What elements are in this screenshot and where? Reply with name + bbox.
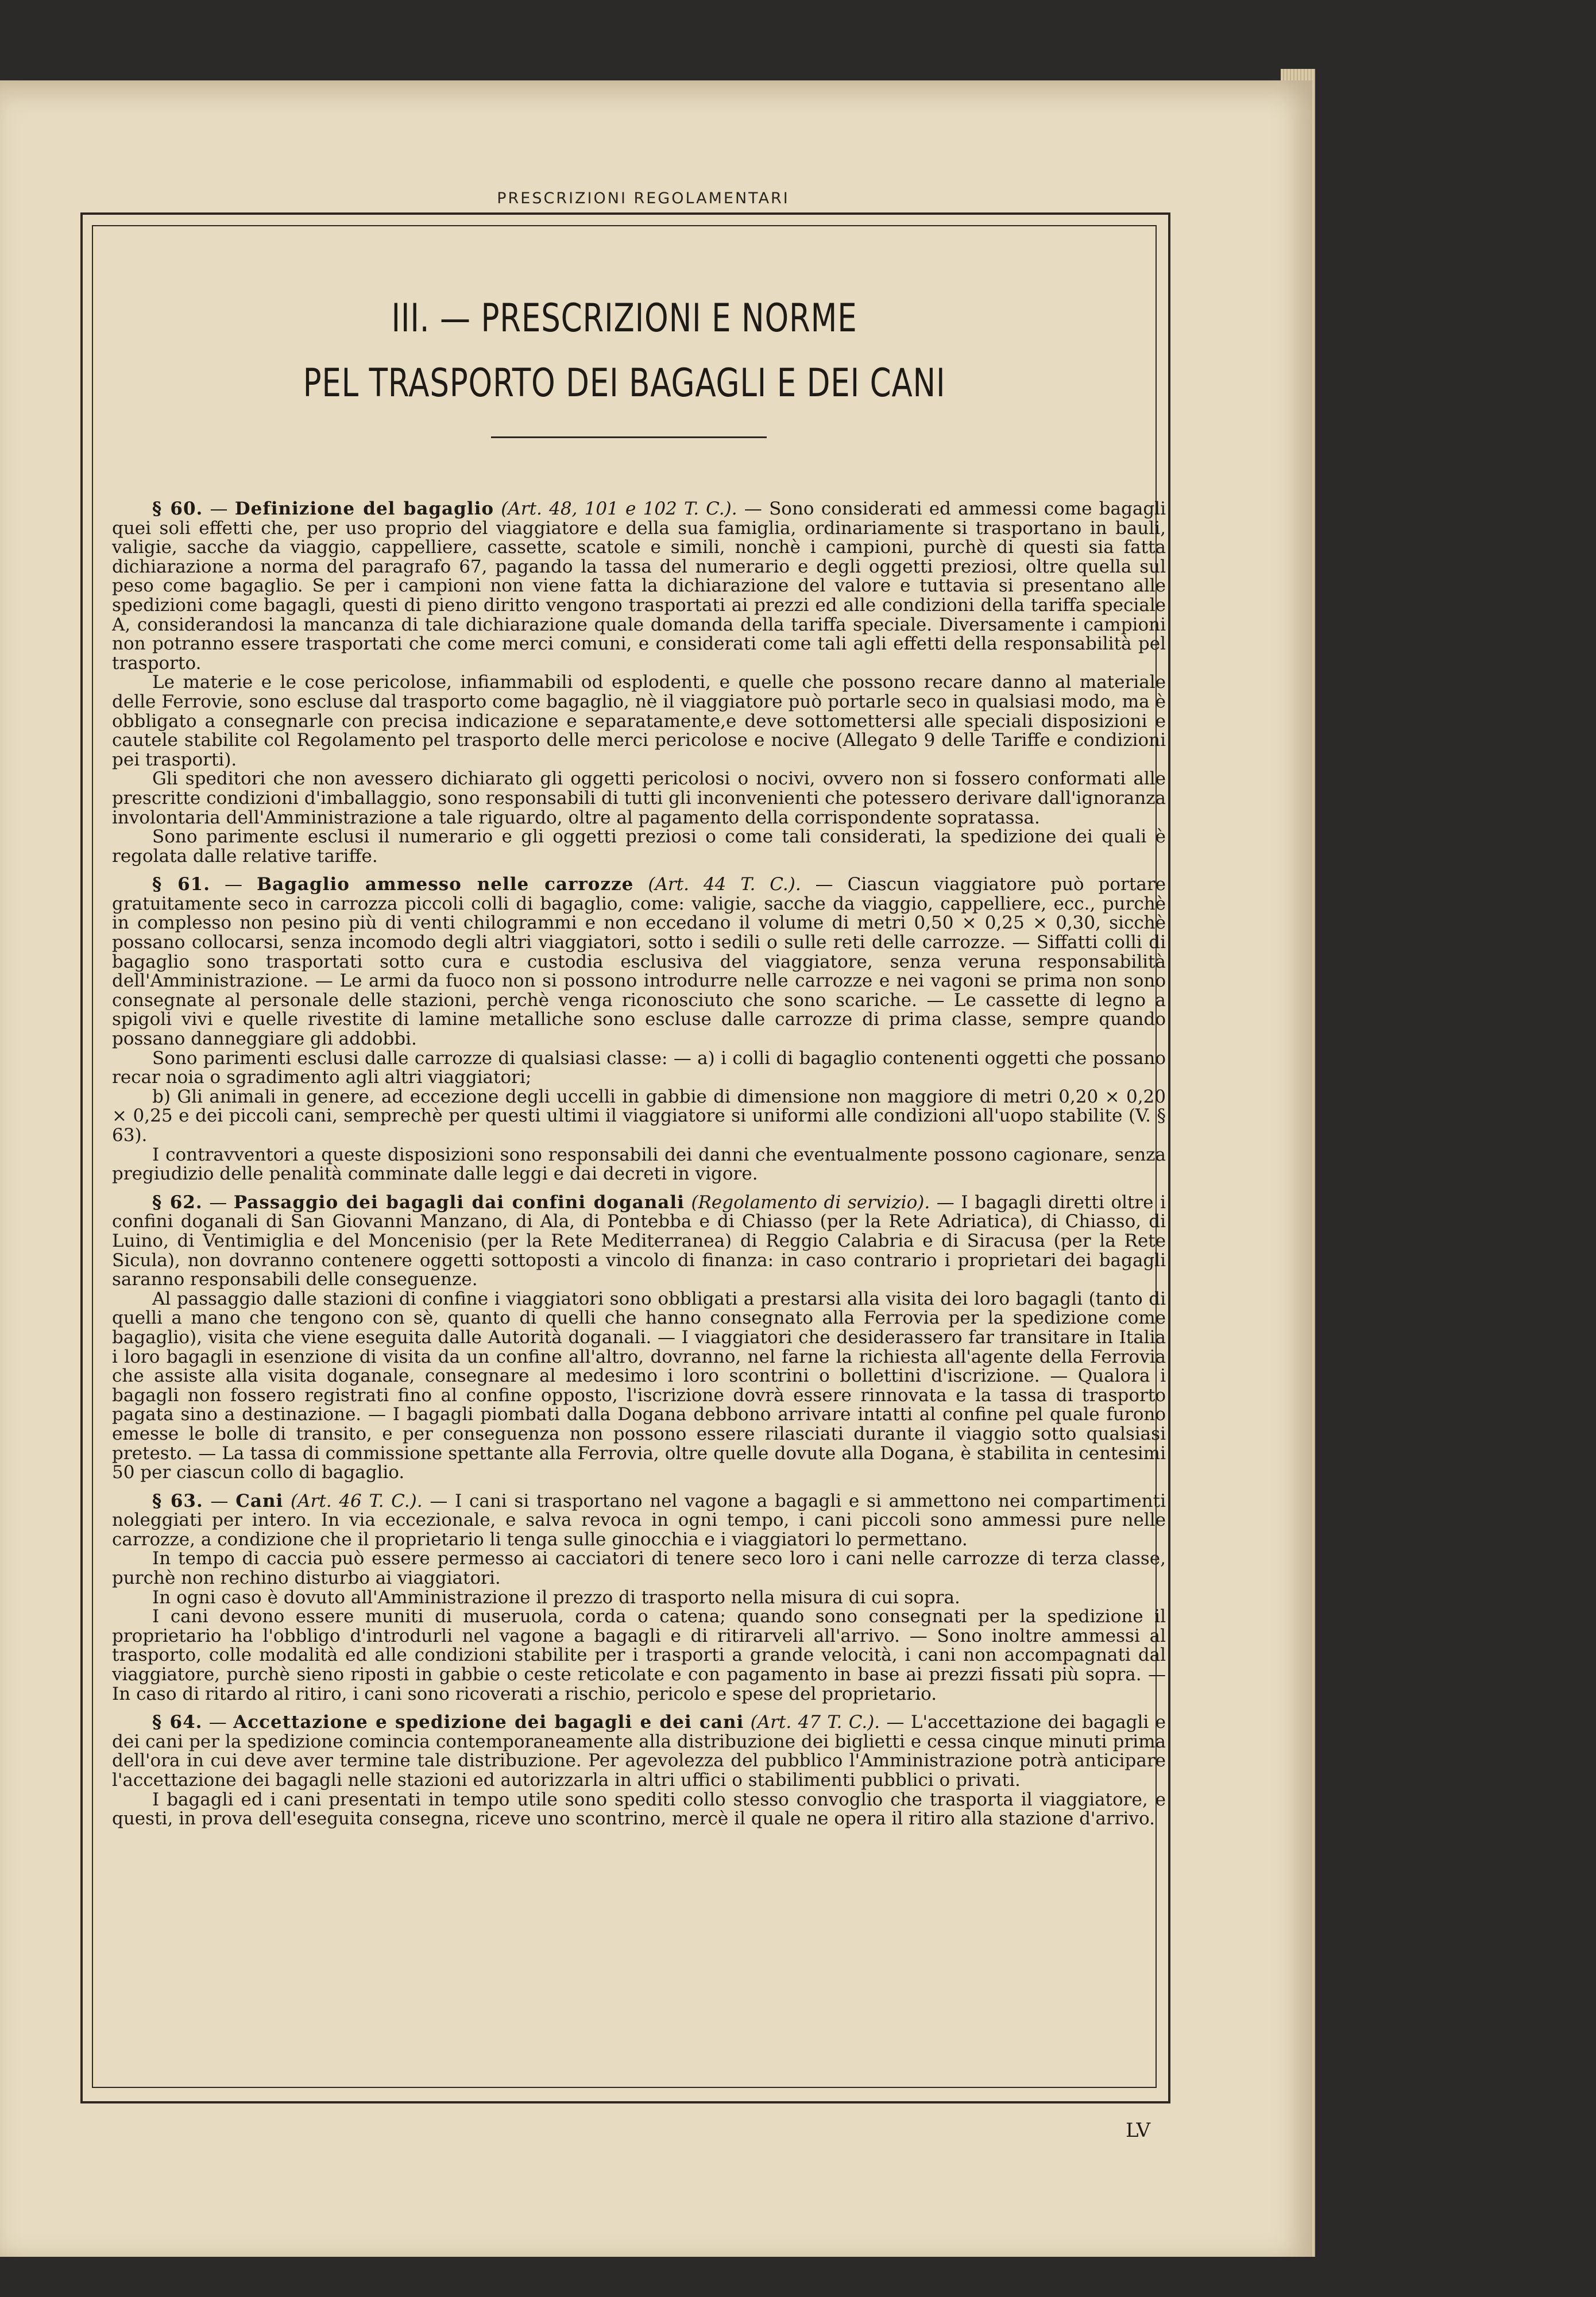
section-number: § 62.: [152, 1192, 203, 1213]
section-reference: (Art. 44 T. C.).: [648, 874, 801, 895]
paragraph: Al passaggio dalle stazioni di confine i viaggiatori sono obbligati a prestarsi alla visita dei loro bagagli (tanto di quelli a mano che tengono con sè, quanto di quelli che hanno consegnato alla Ferrovia per la spedizione come bagaglio), visita che viene eseguita dalle Autorità doganali. — I viaggiatori che desiderassero far transitare in Italia i loro bagagli in esenzione di visita da un confine all'altro, dovranno, nel farne la richiesta all'agente della Ferrovia che assiste alla visita doganale, consegnare al medesimo i loro scontrini o bollettini d'iscrizione. — Qualora i bagagli non fossero registrati fino al confine opposto, l'iscrizione dovrà essere rinnovata e la tassa di trasporto pagata sino a destinazione. — I bagagli piombati dalla Dogana debbono arrivare intatti al confine pel quale furono emesse le bolle di transito, e per conseguenza non possono essere rilasciati durante il viaggio sotto qualsiasi pretesto. — La tassa di commissione spettante alla Ferrovia, oltre quelle dovute alla Dogana, è stabilita in centesimi 50 per ciascun collo di bagaglio.: [112, 1288, 1166, 1483]
paragraph: Sono parimenti esclusi dalle carrozze di qualsiasi classe: — a) i colli di bagaglio contenenti oggetti che possano recar noia o sgradimento agli altri viaggiatori;: [112, 1047, 1166, 1088]
section-61: § 61. — Bagaglio ammesso nelle carrozze (Art. 44 T. C.). — Ciascun viaggiatore può portare gratuitamente seco in carrozza piccoli colli di bagaglio, come: valigie, sacche da viaggio, cappelliere, ecc., purchè in complesso non pesino più di venti chilogrammi e non eccedano il volume di metri 0,50 × 0,25 × 0,30, sicchè possano collocarsi, senza incomodo degli altri viaggiatori, sotto i sedili o sulle reti delle carrozze. — Siffatti colli di bagaglio sono trasportati sotto cura e custodia esclusiva del viaggiatore, senza veruna responsabilità dell'Amministrazione. — Le armi da fuoco non si possono introdurre nelle carrozze e nei vagoni se prima non sono consegnate al personale delle stazioni, perchè venga riconosciuto che sono scariche. — Le cassette di legno a spigoli vivi e quelle rivestite di lamine metalliche sono escluse dalle carrozze di prima classe, sempre quando possano danneggiare gli addobbi.: [112, 874, 1166, 1050]
paragraph: Le materie e le cose pericolose, infiammabili od esplodenti, e quelle che possono recare danno al materiale delle Ferrovie, sono escluse dal trasporto come bagaglio, nè il viaggiatore può portarle seco in qualsiasi modo, ma è obbligato a consegnarle con precisa indicazione e separatamente,e deve sottomettersi alle speciali disposizioni e cautele stabilite col Regolamento pel trasporto delle merci pericolose e nocive (Allegato 9 delle Tariffe e condizioni pei trasporti).: [112, 672, 1166, 770]
section-number: § 60.: [152, 498, 203, 519]
section-heading: Definizione del bagaglio: [234, 498, 494, 519]
paragraph: Sono considerati ed ammessi come bagagli quei soli effetti che, per uso proprio del viaggiatore e della sua famiglia, ordinariamente si trasportano in bauli, valigie, sacche da viaggio, cappelliere, cassette, scatole e simili, nonchè i campioni, purchè di questi sia fatta dichiarazione a norma del paragrafo 67, pagando la tassa del numerario e degli oggetti preziosi, oltre quella sul peso come bagaglio. Se per i campioni non viene fatta la dichiarazione del valore e tuttavia si presentano alle spedizioni come bagagli, questi di pieno diritto vengono trasportati ai prezzi ed alle condizioni della tariffa speciale A, considerandosi la mancanza di tale dichiarazione quale domanda della tariffa speciale. Diversamente i campioni non potranno essere trasportati che come merci comuni, e considerati come tali agli effetti della responsabilità pel trasporto.: [112, 498, 1166, 674]
paragraph: L'accettazione dei bagagli e dei cani per la spedizione comincia contemporaneamente alla distribuzione dei biglietti e cessa cinque minuti prima dell'ora in cui deve aver termine tale distribuzione. Per agevolezza del pubblico l'Amministrazione potrà anticipare l'accettazione dei bagagli nelle stazioni ed autorizzarla in altri uffici o stabilimenti pubblici o privati.: [112, 1712, 1166, 1791]
section-reference: (Regolamento di servizio).: [691, 1192, 930, 1213]
chapter-title-line-1: III. — PRESCRIZIONI E NORME: [391, 296, 857, 341]
paragraph: Gli speditori che non avessero dichiarato gli oggetti pericolosi o nocivi, ovvero non si fossero conformati alle prescritte condizioni d'imballaggio, sono responsabili di tutti gli inconvenienti che potessero derivare dall'ignoranza involontaria dell'Amministrazione a tale riguardo, oltre al pagamento della corrispondente sopratassa.: [112, 768, 1166, 828]
paragraph: Sono parimente esclusi il numerario e gli oggetti preziosi o come tali considerati, la spedizione dei quali è regolata dalle relative tariffe.: [112, 826, 1166, 867]
section-reference: (Art. 47 T. C.).: [750, 1712, 880, 1733]
chapter-title-line-2: PEL TRASPORTO DEI BAGAGLI E DEI CANI: [303, 361, 946, 406]
paragraph: I cani devono essere muniti di museruola, corda o catena; quando sono consegnati per la spedizione il proprietario ha l'obbligo d'introdurli nel vagone a bagagli e di ritirarveli all'arrivo. — Sono inoltre ammessi al trasporto, colle modalità ed alle condizioni stabilite per i trasporti a grande velocità, i cani non accompagnati dal viaggiatore, purchè sieno riposti in gabbie o ceste reticolate e con pagamento in base ai prezzi fissati più sopra. — In caso di ritardo al ritiro, i cani sono ricoverati a rischio, pericolo e spese del proprietario.: [112, 1606, 1166, 1704]
section-number: § 63.: [152, 1490, 203, 1511]
section-heading: Bagaglio ammesso nelle carrozze: [256, 874, 634, 895]
paragraph: b) Gli animali in genere, ad eccezione degli uccelli in gabbie di dimensione non maggiore di metri 0,20 × 0,20 × 0,25 e dei piccoli cani, semprechè per questi ultimi il viaggiatore si uniformi alle condizioni all'uopo stabilite (V. § 63).: [112, 1086, 1166, 1146]
section-heading: Accettazione e spedizione dei bagagli e dei cani: [233, 1712, 744, 1733]
paragraph: In tempo di caccia può essere permesso ai cacciatori di tenere seco loro i cani nelle carrozze di terza classe, purchè non rechino disturbo ai viaggiatori.: [112, 1548, 1166, 1589]
section-62: § 62. — Passaggio dei bagagli dai confini doganali (Regolamento di servizio). — I bagagli diretti oltre i confini doganali di San Giovanni Manzano, di Ala, di Pontebba e di Chiasso (per la Rete Adriatica), di Chiasso, di Luino, di Ventimiglia e del Moncenisio (per la Rete Mediterranea) di Reggio Calabria e di Siracusa (per la Rete Sicula), non dovranno contenere oggetti sottoposti a vincolo di finanza: in caso contrario i proprietari dei bagagli saranno responsabili delle conseguenze.: [112, 1192, 1166, 1290]
title-divider: [491, 436, 767, 438]
section-number: § 64.: [152, 1712, 203, 1733]
section-reference: (Art. 48, 101 e 102 T. C.).: [501, 498, 737, 519]
paragraph: I cani si trasportano nel vagone a bagagli e si ammettono nei compartimenti noleggiati per intero. In via eccezionale, e salva revoca in ogni tempo, i cani piccoli sono ammessi pure nelle carrozze, a condizione che il proprietario li tenga sulle ginocchia e i viaggiatori lo permettano.: [112, 1490, 1166, 1550]
section-60: § 60. — Definizione del bagaglio (Art. 48, 101 e 102 T. C.). — Sono considerati ed ammessi come bagagli quei soli effetti che, per uso proprio del viaggiatore e della sua famiglia, ordinariamente si trasportano in bauli, valigie, sacche da viaggio, cappelliere, cassette, scatole e simili, nonchè i campioni, purchè di questi sia fatta dichiarazione a norma del paragrafo 67, pagando la tassa del numerario e degli oggetti preziosi, oltre quella sul peso come bagaglio. Se per i campioni non viene fatta la dichiarazione del valore e tuttavia si presentano alle spedizioni come bagagli, questi di pieno diritto vengono trasportati ai prezzi ed alle condizioni della tariffa speciale A, considerandosi la mancanza di tale dichiarazione quale domanda della tariffa speciale. Diversamente i campioni non potranno essere trasportati che come merci comuni, e considerati come tali agli effetti della responsabilità pel trasporto.: [112, 498, 1166, 674]
section-heading: Cani: [235, 1490, 284, 1511]
paragraph: I contravventori a queste disposizioni sono responsabili dei danni che eventualmente possono cagionare, senza pregiudizio delle penalità comminate dalle leggi e dai decreti in vigore.: [112, 1144, 1166, 1185]
page-number: LV: [1126, 2119, 1151, 2142]
section-64: § 64. — Accettazione e spedizione dei bagagli e dei cani (Art. 47 T. C.). — L'accettazione dei bagagli e dei cani per la spedizione comincia contemporaneamente alla distribuzione dei biglietti e cessa cinque minuti prima dell'ora in cui deve aver termine tale distribuzione. Per agevolezza del pubblico l'Amministrazione potrà anticipare l'accettazione dei bagagli nelle stazioni ed autorizzarla in altri uffici o stabilimenti pubblici o privati.: [112, 1712, 1166, 1791]
paragraph: I bagagli ed i cani presentati in tempo utile sono spediti collo stesso convoglio che trasporta il viaggiatore, e questi, in prova dell'eseguita consegna, riceve uno scontrino, mercè il quale ne opera il ritiro alla stazione d'arrivo.: [112, 1789, 1166, 1830]
section-heading: Passaggio dei bagagli dai confini doganali: [233, 1192, 685, 1213]
paragraph: Ciascun viaggiatore può portare gratuitamente seco in carrozza piccoli colli di bagaglio, come: valigie, sacche da viaggio, cappelliere, ecc., purchè in complesso non pesino più di venti chilogrammi e non eccedano il volume di metri 0,50 × 0,25 × 0,30, sicchè possano collocarsi, senza incomodo degli altri viaggiatori, sotto i sedili o sulle reti delle carrozze. — Siffatti colli di bagaglio sono trasportati sotto cura e custodia esclusiva del viaggiatore, senza veruna responsabilità dell'Amministrazione. — Le armi da fuoco non si possono introdurre nelle carrozze e nei vagoni se prima non sono consegnate al personale delle stazioni, perchè venga riconosciuto che sono scariche. — Le cassette di legno a spigoli vivi e quelle rivestite di lamine metalliche sono escluse dalle carrozze di prima classe, sempre quando possano danneggiare gli addobbi.: [112, 874, 1166, 1050]
body-text: [112, 500, 1166, 1829]
paragraph: I bagagli diretti oltre i confini doganali di San Giovanni Manzano, di Ala, di Pontebba e di Chiasso (per la Rete Adriatica), di Chiasso, di Luino, di Ventimiglia e del Moncenisio (per la Rete Mediterranea) di Reggio Calabria e di Siracusa (per la Rete Sicula), non dovranno contenere oggetti sottoposti a vincolo di finanza: in caso contrario i proprietari dei bagagli saranno responsabili delle conseguenze.: [112, 1192, 1166, 1290]
section-reference: (Art. 46 T. C.).: [291, 1490, 423, 1511]
section-number: § 61.: [152, 874, 211, 895]
section-63: § 63. — Cani (Art. 46 T. C.). — I cani si trasportano nel vagone a bagagli e si ammettono nei compartimenti noleggiati per intero. In via eccezionale, e salva revoca in ogni tempo, i cani piccoli sono ammessi pure nelle carrozze, a condizione che il proprietario li tenga sulle ginocchia e i viaggiatori lo permettano.: [112, 1490, 1166, 1550]
running-head: PRESCRIZIONI REGOLAMENTARI: [497, 190, 790, 207]
paragraph: In ogni caso è dovuto all'Amministrazione il prezzo di trasporto nella misura di cui sopra.: [152, 1587, 960, 1608]
